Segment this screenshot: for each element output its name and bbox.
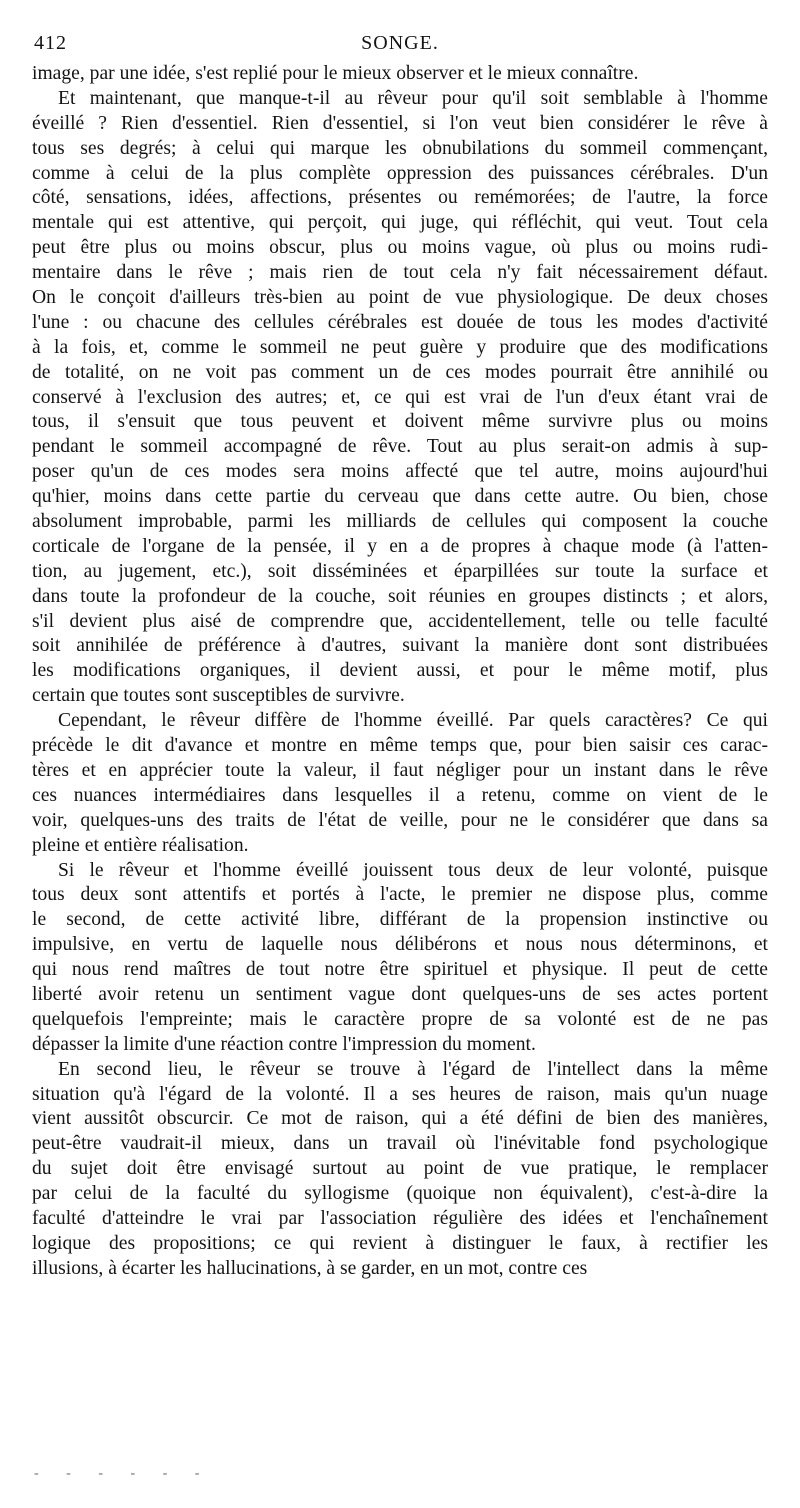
book-page [32,28,768,1282]
text-line: situation qu'à l'égard de la volonté. Il a ses heures de raison, mais qu'un nuage [32,1083,768,1105]
text-line: impulsive, en vertu de laquelle nous délibérons et nous nous déterminons, et [32,934,768,956]
text-line: Et maintenant, que manque-t-il au rêveur pour qu'il soit semblable à l'homme [58,87,768,109]
text-line: éveillé ? Rien d'essentiel. Rien d'essentiel, si l'on veut bien considérer le rêve à [32,112,768,134]
text-line: ces nuances intermédiaires dans lesquelles il a retenu, comme on vient de le [32,784,768,806]
text-line: pleine et entière réalisation. [32,834,249,856]
text-line: illusions, à écarter les hallucinations, à se garder, en un mot, contre ces [32,1257,588,1279]
text-line: liberté avoir retenu un sentiment vague dont quelques-uns de ses actes portent [32,983,768,1005]
text-line: On le conçoit d'ailleurs très-bien au point de vue physiologique. De deux choses [32,287,768,309]
paragraph [32,87,768,709]
text-line: tous, il s'ensuit que tous peuvent et doivent même survivre plus ou moins [32,411,768,433]
text-line: côté, sensations, idées, affections, présentes ou remémorées; de l'autre, la force [32,187,768,209]
text-line: tion, au jugement, etc.), soit disséminées et éparpillées sur toute la surface et [32,560,768,582]
paragraph [32,1058,768,1282]
text-line: du sujet doit être envisagé surtout au point de vue pratique, le remplacer [32,1158,768,1180]
text-line: corticale de l'organe de la pensée, il y en a de propres à chaque mode (à l'atten- [32,535,768,557]
page-header [32,28,768,62]
text-line: l'une : ou chacune des cellules cérébrales est douée de tous les modes d'activité [32,311,768,333]
paragraph [32,62,768,87]
text-line: peut être plus ou moins obscur, plus ou moins vague, où plus ou moins rudi- [32,237,768,259]
text-line: qu'hier, moins dans cette partie du cerveau que dans cette autre. Ou bien, chose [32,486,768,508]
running-head: SONGE. [361,32,439,54]
text-line: image, par une idée, s'est replié pour le mieux observer et le mieux connaître. [32,63,639,84]
text-line: Si le rêveur et l'homme éveillé jouissent tous deux de leur volonté, puisque [58,859,768,881]
text-line: En second lieu, le rêveur se trouve à l'égard de l'intellect dans la même [58,1058,768,1080]
text-line: peut-être vaudrait-il mieux, dans un travail où l'inévitable fond psychologique [32,1133,768,1155]
page-number: 412 [34,32,67,54]
text-line: certain que toutes sont susceptibles de survivre. [32,685,405,707]
text-line: tous deux sont attentifs et portés à l'acte, le premier ne dispose plus, comme [32,884,768,906]
text-line: logique des propositions; ce qui revient à distinguer le faux, à rectifier les [32,1232,768,1254]
text-line: qui nous rend maîtres de tout notre être spirituel et physique. Il peut de cette [32,959,768,981]
text-line: par celui de la faculté du syllogisme (quoique non équivalent), c'est-à-dire la [32,1183,768,1205]
text-line: tous ses degrés; à celui qui marque les obnubilations du sommeil commençant, [32,137,768,159]
text-line: voir, quelques-uns des traits de l'état de veille, pour ne le considérer que dans sa [32,809,768,831]
text-line: mentaire dans le rêve ; mais rien de tout cela n'y fait nécessairement défaut. [32,262,768,284]
text-line: de totalité, on ne voit pas comment un de ces modes pourrait être annihilé ou [32,361,768,383]
text-line: à la fois, et, comme le sommeil ne peut guère y produire que des modifications [32,336,768,358]
body-text [32,62,768,1282]
text-line: conservé à l'exclusion des autres; et, ce qui est vrai de l'un d'eux étant vrai de [32,386,768,408]
text-line: dépasser la limite d'une réaction contre l'impression du moment. [32,1033,536,1055]
paragraph [32,859,768,1058]
text-line: s'il devient plus aisé de comprendre que, accidentellement, telle ou telle faculté [32,610,768,632]
text-line: poser qu'un de ces modes sera moins affecté que tel autre, moins aujourd'hui [32,461,768,483]
text-line: dans toute la profondeur de la couche, soit réunies en groupes distincts ; et alors, [32,585,768,607]
text-line: les modifications organiques, il devient aussi, et pour le même motif, plus [32,660,768,682]
text-line: mentale qui est attentive, qui perçoit, qui juge, qui réfléchit, qui veut. Tout cela [32,212,768,234]
text-line: absolument improbable, parmi les milliards de cellules qui composent la couche [32,511,768,533]
text-line: précède le dit d'avance et montre en même temps que, pour bien saisir ces carac- [32,735,768,757]
text-line: quelquefois l'empreinte; mais le caractère propre de sa volonté est de ne pas [32,1008,768,1030]
text-line: comme à celui de la plus complète oppression des puissances cérébrales. D'un [32,162,768,184]
text-line: soit annihilée de préférence à d'autres, suivant la manière dont sont distribuées [32,635,768,657]
text-line: Cependant, le rêveur diffère de l'homme éveillé. Par quels caractères? Ce qui [58,710,768,732]
page-edge-marks: - - - - - - [34,1466,212,1481]
text-line: vient aussitôt obscurcir. Ce mot de raison, qui a été défini de bien des manières, [32,1108,768,1130]
text-line: le second, de cette activité libre, différant de la propension instinctive ou [32,909,768,931]
paragraph [32,709,768,858]
text-line: faculté d'atteindre le vrai par l'association régulière des idées et l'enchaînement [32,1207,768,1229]
text-line: pendant le sommeil accompagné de rêve. Tout au plus serait-on admis à sup- [32,436,768,458]
text-line: tères et en apprécier toute la valeur, il faut négliger pour un instant dans le rêve [32,759,768,781]
